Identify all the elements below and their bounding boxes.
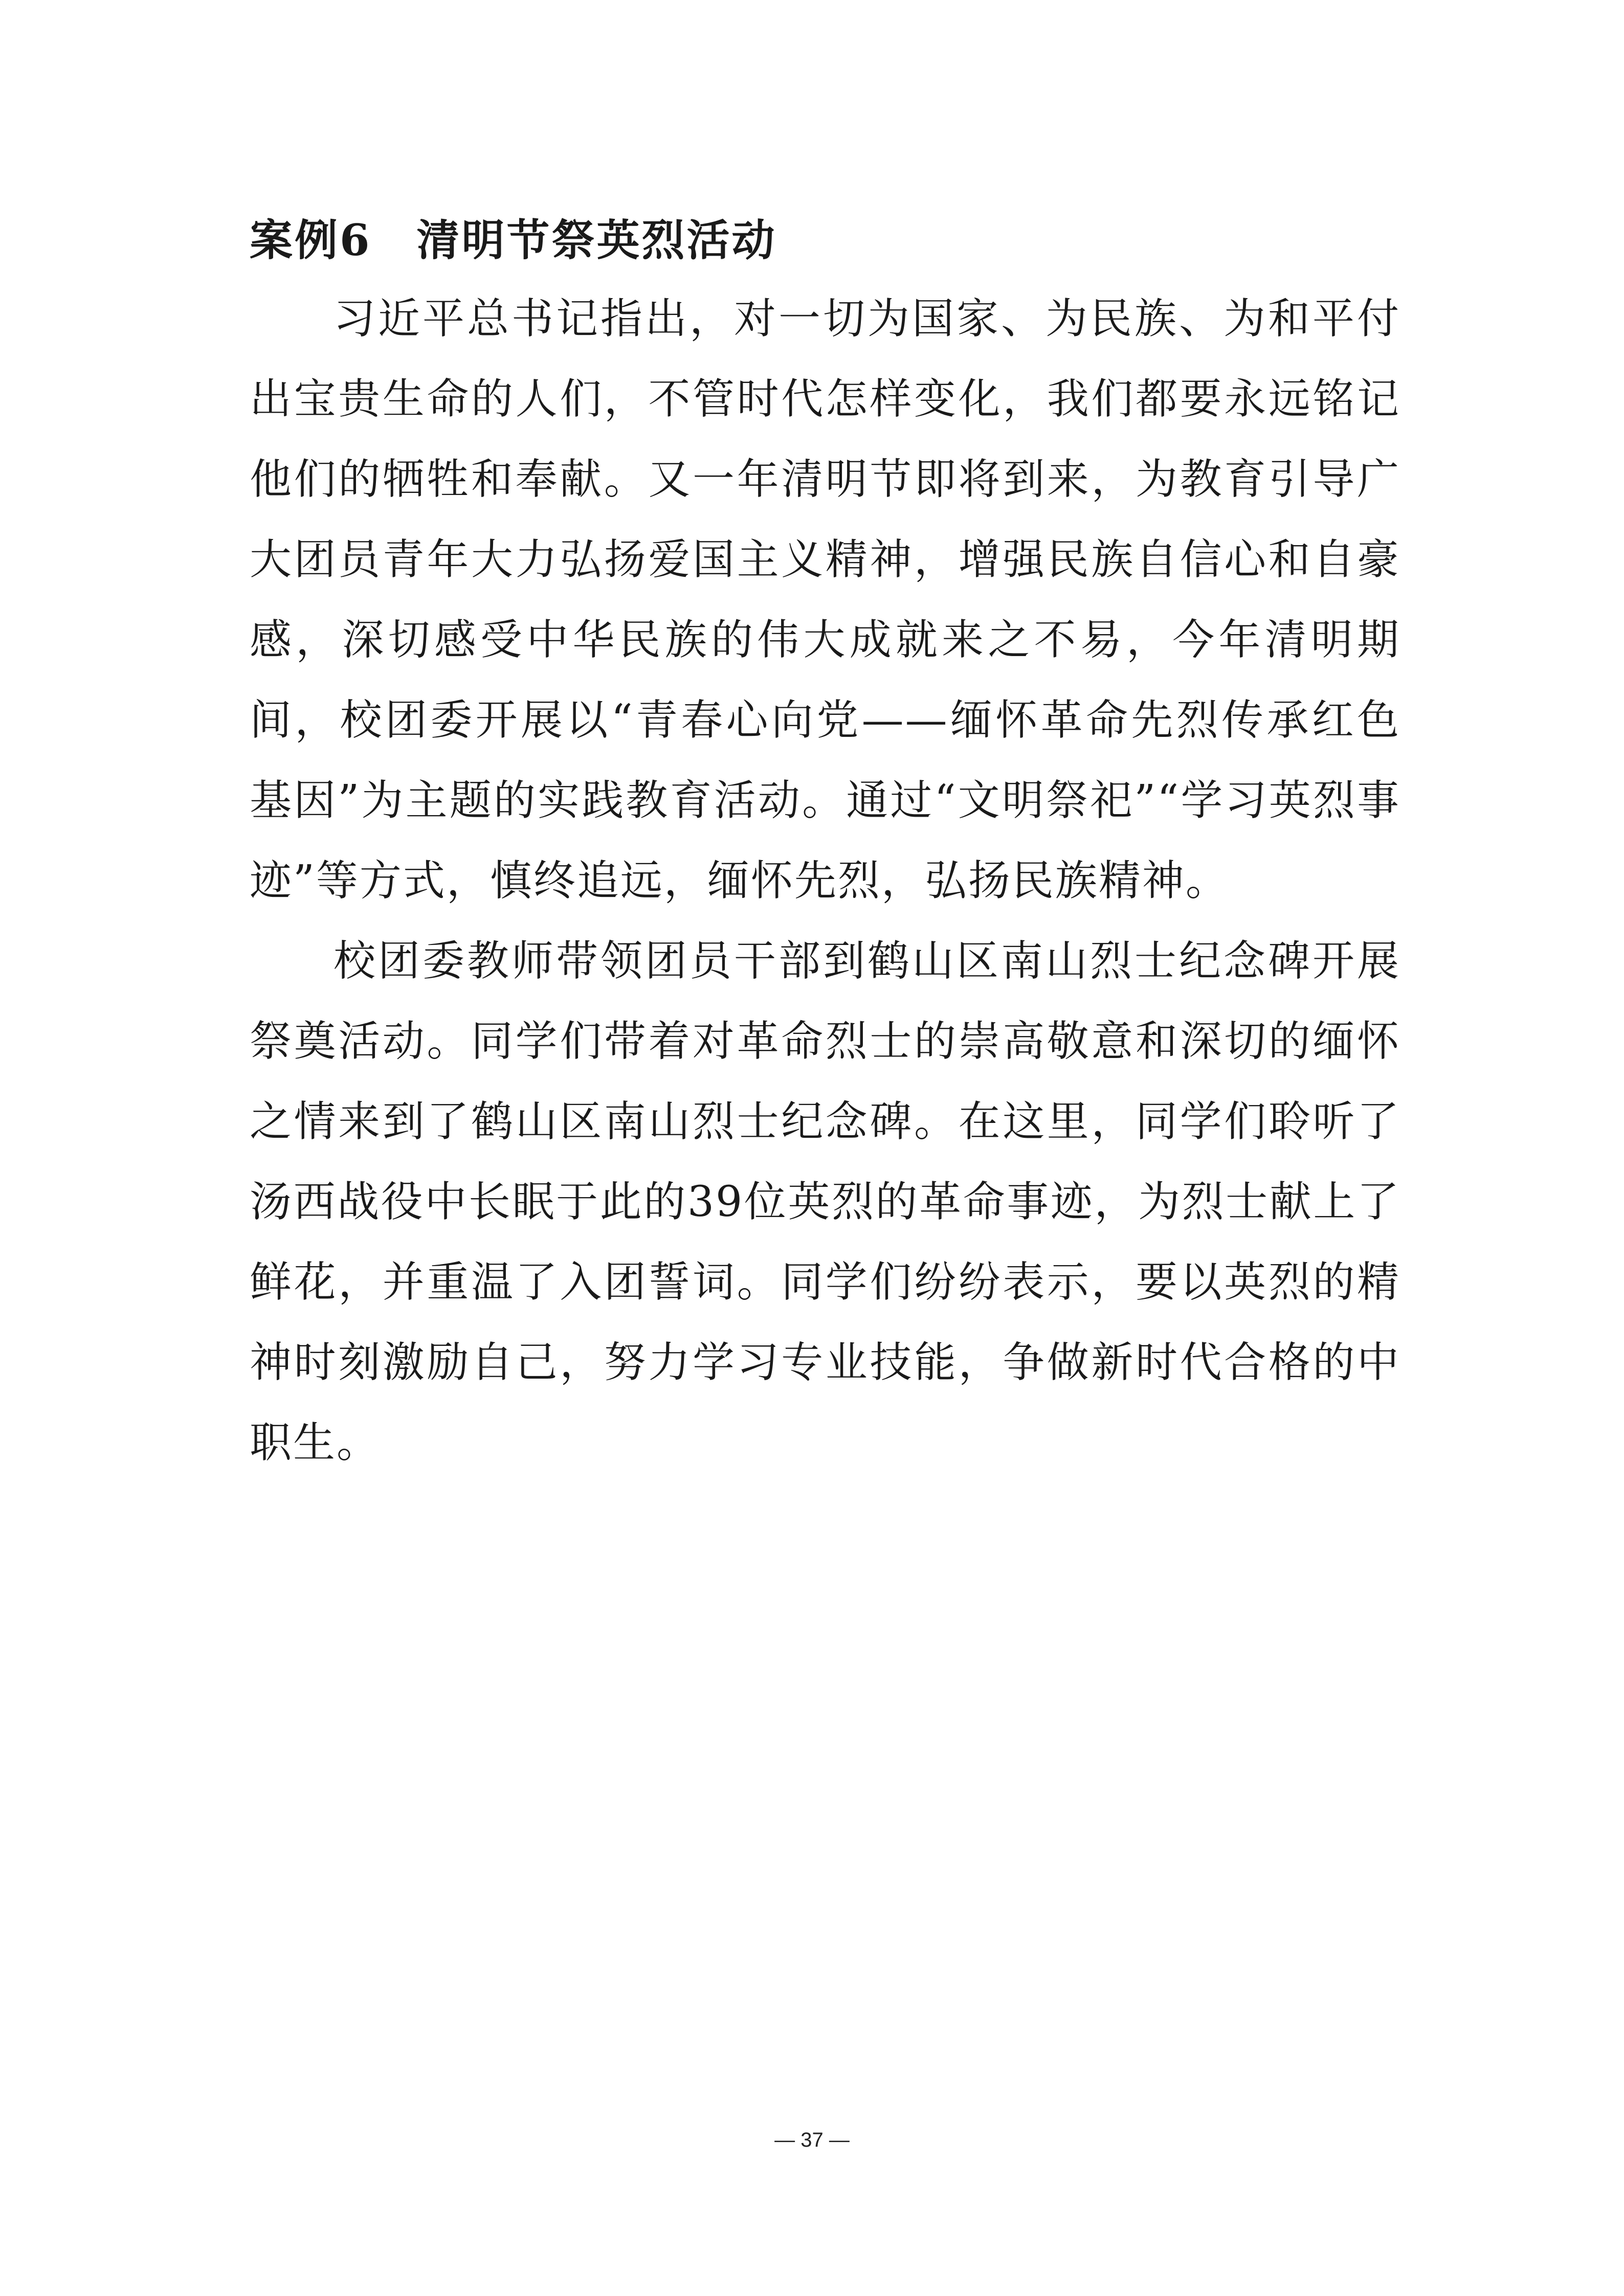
paragraph-activity: 校团委教师带领团员干部到鹤山区南山烈士纪念碑开展祭奠活动。同学们带着对革命烈士的崇高敬意和深切的缅怀之情来到了鹤山区南山烈士纪念碑。在这里，同学们聆听了汤西战役中长眠于此的39位英烈的革命事迹，为烈士献上了鲜花，并重温了入团誓词。同学们纷纷表示，要以英烈的精神时刻激励自己，努力学习专业技能，争做新时代合格的中职生。 (250, 937, 1400, 1467)
case-title: 案例6 清明节祭英烈活动 (250, 215, 777, 265)
page-number: — 37 — (774, 2129, 850, 2151)
document-body (250, 202, 1400, 1483)
paragraph-intro: 习近平总书记指出，对一切为国家、为民族、为和平付出宝贵生命的人们，不管时代怎样变化，我们都要永远铭记他们的牺牲和奉献。又一年清明节即将到来，为教育引导广大团员青年大力弘扬爱国主义精神，增强民族自信心和自豪感，深切感受中华民族的伟大成就来之不易，今年清明期间，校团委开展以“青春心向党——缅怀革命先烈传承红色基因”为主题的实践教育活动。通过“文明祭祀”“学习英烈事迹”等方式，慎终追远，缅怀先烈，弘扬民族精神。 (250, 295, 1400, 905)
